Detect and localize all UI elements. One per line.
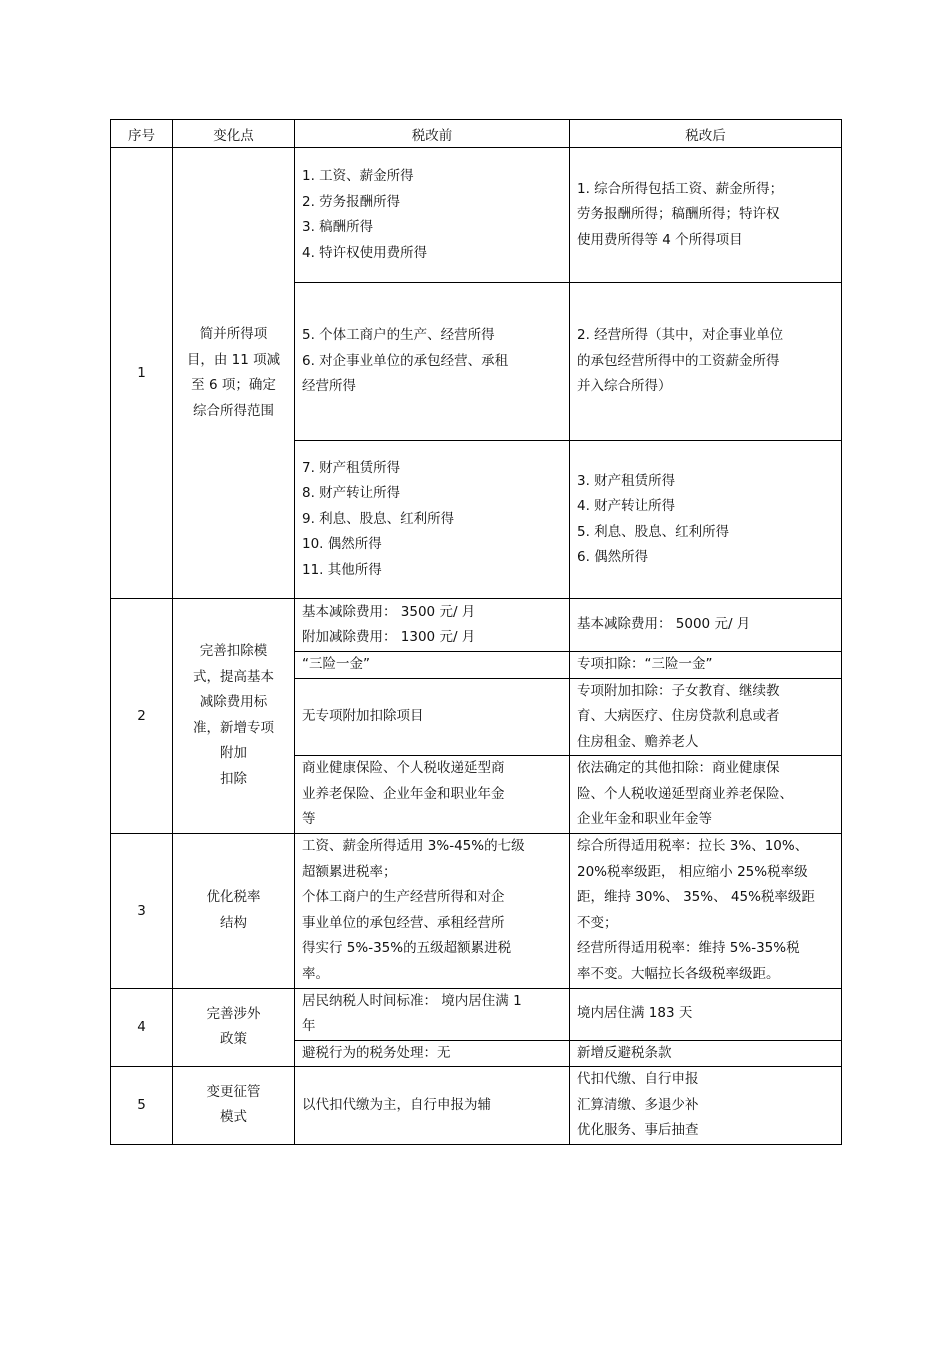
after-reform-cell bbox=[570, 652, 842, 679]
before-reform-cell bbox=[295, 1040, 570, 1067]
before-reform-cell-line: 6. 对企事业单位的承包经营、承租 bbox=[302, 352, 509, 369]
before-reform-cell-line: 10. 偶然所得 bbox=[302, 536, 382, 553]
after-reform-cell bbox=[570, 1040, 842, 1067]
change-point-line: 完善扣除模 bbox=[199, 643, 268, 660]
change-point-line: 模式 bbox=[220, 1109, 247, 1126]
change-point bbox=[173, 988, 295, 1067]
after-reform-cell-line: 专项扣除：“三险一金” bbox=[577, 656, 713, 672]
before-reform-cell-line: 个体工商户的生产经营所得和对企 bbox=[302, 889, 505, 905]
change-point-line: 变更征管 bbox=[206, 1083, 261, 1100]
table-header-row bbox=[111, 120, 842, 148]
after-reform-cell-line: 4. 财产转让所得 bbox=[577, 498, 676, 514]
after-reform-cell bbox=[570, 756, 842, 834]
before-reform-cell-line: 居民纳税人时间标准： 境内居住满 1 bbox=[302, 992, 522, 1009]
after-reform-cell-line: 5. 利息、股息、红利所得 bbox=[577, 523, 730, 540]
before-reform-cell-line: 业养老保险、企业年金和职业年金 bbox=[302, 785, 505, 802]
header-after-reform: 税改后 bbox=[570, 120, 842, 148]
before-reform-cell bbox=[295, 652, 570, 679]
before-reform-cell bbox=[295, 599, 570, 652]
change-point-line: 优化税率 bbox=[206, 889, 261, 905]
after-reform-cell-line: 依法确定的其他扣除：商业健康保 bbox=[577, 760, 780, 776]
after-reform-cell-line: 综合所得适用税率：拉长 3%、10%、 bbox=[577, 838, 809, 854]
after-reform-cell-line: 基本减除费用： 5000 元/ 月 bbox=[577, 616, 751, 633]
table-row bbox=[111, 599, 842, 652]
table-row bbox=[111, 988, 842, 1040]
change-point-line: 准，新增专项 bbox=[193, 719, 274, 736]
after-reform-cell bbox=[570, 283, 842, 441]
before-reform-cell-line: 11. 其他所得 bbox=[302, 561, 382, 578]
after-reform-cell-line: 2. 经营所得（其中，对企事业单位 bbox=[577, 327, 784, 344]
change-point-line: 完善涉外 bbox=[206, 1005, 261, 1022]
after-reform-cell-line: 新增反避税条款 bbox=[577, 1044, 672, 1061]
change-point-line: 式，提高基本 bbox=[193, 668, 274, 685]
before-reform-cell-line: 9. 利息、股息、红利所得 bbox=[302, 510, 455, 527]
before-reform-cell bbox=[295, 678, 570, 756]
before-reform-cell-line: 8. 财产转让所得 bbox=[302, 485, 401, 502]
change-point-line: 目，由 11 项减 bbox=[186, 351, 281, 368]
row-index: 3 bbox=[111, 833, 173, 988]
after-reform-cell-line: 住房租金、赡养老人 bbox=[577, 733, 699, 750]
after-reform-cell-line: 不变； bbox=[577, 914, 618, 931]
before-reform-cell-line: 得实行 5%-35%的五级超额累进税 bbox=[302, 940, 512, 956]
after-reform-cell-line: 并入综合所得） bbox=[577, 378, 672, 395]
after-reform-cell-line: 专项附加扣除：子女教育、继续教 bbox=[577, 682, 780, 699]
after-reform-cell-line: 的承包经营所得中的工资薪金所得 bbox=[577, 352, 780, 369]
after-reform-cell-line: 率不变。大幅拉长各级税率级距。 bbox=[577, 965, 780, 982]
row-index: 5 bbox=[111, 1067, 173, 1145]
after-reform-cell bbox=[570, 678, 842, 756]
before-reform-cell-line: 年 bbox=[302, 1018, 316, 1034]
row-index: 4 bbox=[111, 988, 173, 1067]
change-point-line: 综合所得范围 bbox=[193, 402, 274, 419]
before-reform-cell-line: 7. 财产租赁所得 bbox=[302, 459, 401, 476]
before-reform-cell bbox=[295, 833, 570, 988]
before-reform-cell-line: 商业健康保险、个人税收递延型商 bbox=[302, 760, 505, 776]
before-reform-cell-line: 超额累进税率； bbox=[302, 863, 397, 880]
before-reform-cell-line: 经营所得 bbox=[302, 378, 356, 395]
before-reform-cell bbox=[295, 988, 570, 1040]
after-reform-cell bbox=[570, 1067, 842, 1145]
change-point bbox=[173, 1067, 295, 1145]
table-row bbox=[111, 833, 842, 988]
after-reform-cell-line: 20%税率级距， 相应缩小 25%税率级 bbox=[577, 863, 808, 880]
change-point-line: 扣除 bbox=[220, 770, 247, 787]
change-point-line: 至 6 项；确定 bbox=[191, 377, 276, 393]
after-reform-cell-line: 汇算清缴、多退少补 bbox=[577, 1096, 699, 1113]
change-point bbox=[173, 148, 295, 599]
change-point-line: 政策 bbox=[220, 1031, 247, 1048]
after-reform-cell bbox=[570, 441, 842, 599]
before-reform-cell-line: 4. 特许权使用费所得 bbox=[302, 244, 428, 261]
after-reform-cell bbox=[570, 833, 842, 988]
after-reform-cell bbox=[570, 148, 842, 283]
after-reform-cell-line: 代扣代缴、自行申报 bbox=[577, 1071, 699, 1087]
before-reform-cell-line: 附加减除费用： 1300 元/ 月 bbox=[302, 629, 476, 645]
change-point-line: 减除费用标 bbox=[199, 694, 268, 711]
before-reform-cell-line: “三险一金” bbox=[302, 656, 370, 672]
after-reform-cell-line: 境内居住满 183 天 bbox=[577, 1005, 693, 1022]
change-point-line: 结构 bbox=[220, 914, 247, 931]
before-reform-cell-line: 2. 劳务报酬所得 bbox=[302, 193, 401, 210]
after-reform-cell-line: 企业年金和职业年金等 bbox=[577, 811, 712, 827]
after-reform-cell-line: 经营所得适用税率：维持 5%-35%税 bbox=[577, 940, 800, 956]
before-reform-cell-line: 5. 个体工商户的生产、经营所得 bbox=[302, 327, 495, 344]
before-reform-cell-line: 率。 bbox=[302, 965, 329, 982]
header-before-reform: 税改前 bbox=[295, 120, 570, 148]
before-reform-cell bbox=[295, 1067, 570, 1145]
after-reform-cell-line: 6. 偶然所得 bbox=[577, 549, 649, 565]
before-reform-cell bbox=[295, 441, 570, 599]
before-reform-cell-line: 3. 稿酬所得 bbox=[302, 219, 374, 235]
before-reform-cell-line: 无专项附加扣除项目 bbox=[302, 708, 424, 724]
before-reform-cell bbox=[295, 756, 570, 834]
row-index: 1 bbox=[111, 148, 173, 599]
before-reform-cell bbox=[295, 283, 570, 441]
before-reform-cell-line: 以代扣代缴为主，自行申报为辅 bbox=[302, 1096, 491, 1113]
after-reform-cell bbox=[570, 599, 842, 652]
after-reform-cell-line: 3. 财产租赁所得 bbox=[577, 472, 676, 489]
after-reform-cell-line: 使用费所得等 4 个所得项目 bbox=[577, 231, 743, 248]
header-index: 序号 bbox=[111, 120, 173, 148]
tax-reform-comparison-table bbox=[110, 119, 842, 1145]
before-reform-cell-line: 基本减除费用： 3500 元/ 月 bbox=[302, 603, 476, 620]
after-reform-cell-line: 1. 综合所得包括工资、薪金所得； bbox=[577, 180, 784, 197]
after-reform-cell-line: 距，维持 30%、 35%、 45%税率级距 bbox=[577, 889, 815, 905]
change-point bbox=[173, 833, 295, 988]
before-reform-cell-line: 避税行为的税务处理：无 bbox=[302, 1044, 451, 1061]
after-reform-cell-line: 劳务报酬所得；稿酬所得；特许权 bbox=[577, 206, 780, 223]
after-reform-cell bbox=[570, 988, 842, 1040]
change-point-line: 简并所得项 bbox=[199, 326, 268, 342]
change-point-line: 附加 bbox=[220, 745, 247, 762]
after-reform-cell-line: 险、个人税收递延型商业养老保险、 bbox=[577, 785, 793, 802]
change-point bbox=[173, 599, 295, 834]
before-reform-cell-line: 等 bbox=[302, 811, 316, 827]
before-reform-cell bbox=[295, 148, 570, 283]
row-index: 2 bbox=[111, 599, 173, 834]
table-row bbox=[111, 148, 842, 283]
after-reform-cell-line: 优化服务、事后抽查 bbox=[577, 1122, 699, 1138]
before-reform-cell-line: 事业单位的承包经营、承租经营所 bbox=[302, 914, 505, 931]
table-row bbox=[111, 1067, 842, 1145]
before-reform-cell-line: 工资、薪金所得适用 3%-45%的七级 bbox=[302, 838, 525, 854]
table-body bbox=[111, 148, 842, 1145]
header-change-point: 变化点 bbox=[173, 120, 295, 148]
after-reform-cell-line: 育、大病医疗、住房贷款利息或者 bbox=[577, 708, 780, 724]
before-reform-cell-line: 1. 工资、薪金所得 bbox=[302, 168, 414, 184]
